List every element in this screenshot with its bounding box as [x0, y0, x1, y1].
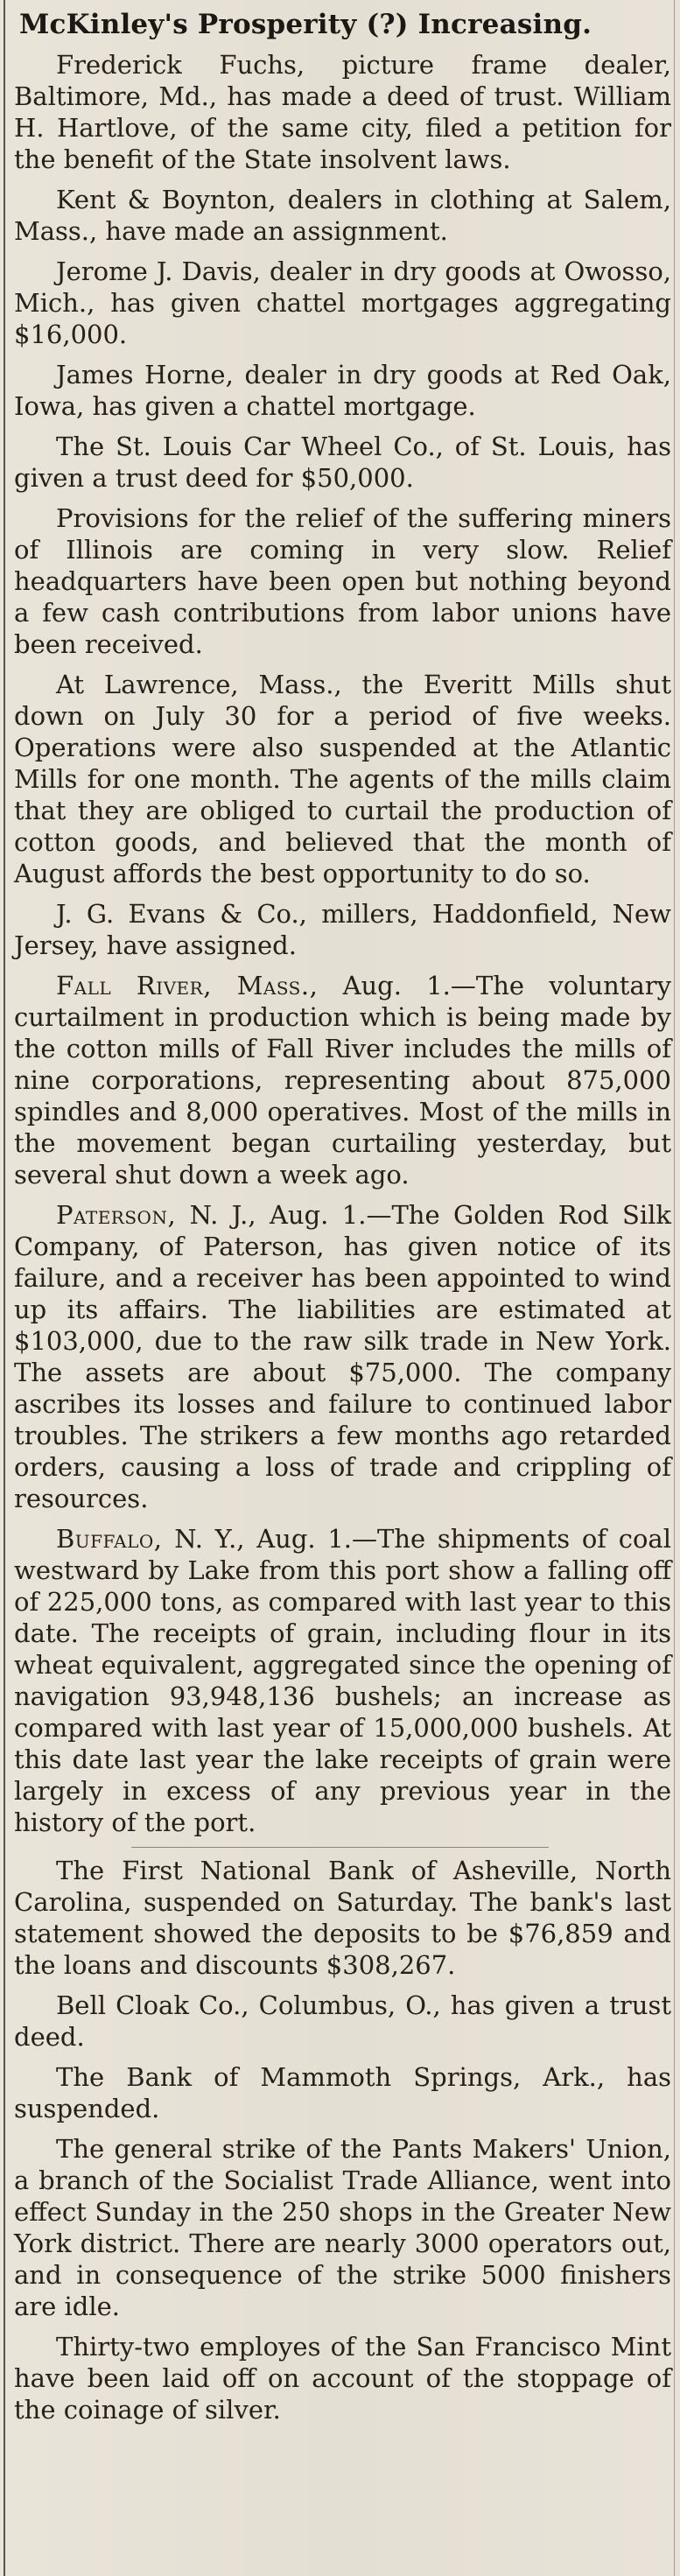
dateline: Fall River, Mass.,	[56, 971, 319, 1000]
paragraph	[14, 256, 671, 350]
paragraph-text: The St. Louis Car Wheel Co., of St. Louis, has given a trust deed for $50,000.	[14, 432, 671, 493]
paragraph	[14, 184, 671, 247]
headline: McKinley's Prosperity (?) Increasing.	[19, 9, 592, 40]
dateline: Buffalo,	[56, 1524, 163, 1554]
paragraph	[14, 1990, 671, 2053]
paragraph-text: The Bank of Mammoth Springs, Ark., has suspended.	[14, 2062, 671, 2123]
paragraph-text: The First National Bank of Asheville, North Carolina, suspended on Saturday. The bank's last statement showed the deposits to be $76,859 and the loans and discounts $308,267.	[14, 1856, 671, 1980]
paragraph-text: N. Y., Aug. 1.—The shipments of coal westward by Lake from this port show a falling off of 225,000 tons, as compared with last year to this date. The receipts of grain, including flour in its wheat equivalent, aggregated since the opening of navigation 93,948,136 bushels; an increase as compared with last year of 15,000,000 bushels. At this date last year the lake receipts of grain were largely in excess of any previous year in the history of the port.	[14, 1524, 671, 1837]
paragraph	[14, 898, 671, 961]
paragraph	[14, 49, 671, 175]
paragraph	[14, 1523, 671, 1838]
paragraph-text: The general strike of the Pants Makers' Union, a branch of the Socialist Trade Alliance, went into effect Sunday in the 250 shops in the Greater New York district. There are nearly 3000 operators out, and in consequence of the strike 5000 finishers are idle.	[14, 2134, 671, 2321]
paragraph-text: J. G. Evans & Co., millers, Haddonfield, New Jersey, have assigned.	[14, 899, 671, 960]
article-body	[0, 49, 680, 2434]
paragraph	[14, 2061, 671, 2124]
paragraph	[14, 970, 671, 1190]
divider-rule	[131, 1847, 549, 1848]
paragraph-text: Bell Cloak Co., Columbus, O., has given a trust deed.	[14, 1990, 671, 2052]
paragraph	[14, 1855, 671, 1981]
paragraph-text: James Horne, dealer in dry goods at Red Oak, Iowa, has given a chattel mortgage.	[14, 360, 671, 421]
paragraph	[14, 431, 671, 494]
paragraph-text: Thirty-two employes of the San Francisco Mint have been laid off on account of the stoppage of the coinage of silver.	[14, 2332, 671, 2425]
paragraph-text: N. J., Aug. 1.—The Golden Rod Silk Company, of Paterson, has given notice of its failure, and a receiver has been appointed to wind up its affairs. The liabilities are estimated at $103,000, due to the raw silk trade in New York. The assets are about $75,000. The company ascribes its losses and failure to continued labor troubles. The strikers a few months ago retarded orders, causing a loss of trade and crippling of resources.	[14, 1200, 671, 1513]
paragraph	[14, 502, 671, 660]
paragraph-text: Jerome J. Davis, dealer in dry goods at Owosso, Mich., has given chattel mortgages aggregating $16,000.	[14, 256, 671, 349]
paragraph-text: Frederick Fuchs, picture frame dealer, Baltimore, Md., has made a deed of trust. William H. Hartlove, of the same city, filed a petition for the benefit of the State insolvent laws.	[14, 50, 671, 174]
dateline: Paterson,	[56, 1200, 177, 1230]
paragraph	[14, 1199, 671, 1514]
paragraph-text: Kent & Boynton, dealers in clothing at Salem, Mass., have made an assignment.	[14, 185, 671, 246]
paragraph-text: Aug. 1.—The voluntary curtailment in production which is being made by the cotton mills of Fall River includes the mills of nine corporations, representing about 875,000 spindles and 8,000 operatives. Most of the mills in the movement began curtailing yesterday, but several shut down a week ago.	[14, 971, 671, 1190]
paragraph	[14, 2133, 671, 2322]
paragraph	[14, 2331, 671, 2425]
paragraph-text: At Lawrence, Mass., the Everitt Mills shut down on July 30 for a period of five weeks. Operations were also suspended at the Atlantic Mills for one month. The agents of the mills claim that they are obliged to curtail the production of cotton goods, and believed that the month of August affords the best opportunity to do so.	[14, 670, 671, 888]
paragraph	[14, 359, 671, 422]
paragraph-text: Provisions for the relief of the suffering miners of Illinois are coming in very slow. Relief headquarters have been open but nothing beyond a few cash contributions from labor unions have been received.	[14, 503, 671, 659]
paragraph	[14, 669, 671, 889]
